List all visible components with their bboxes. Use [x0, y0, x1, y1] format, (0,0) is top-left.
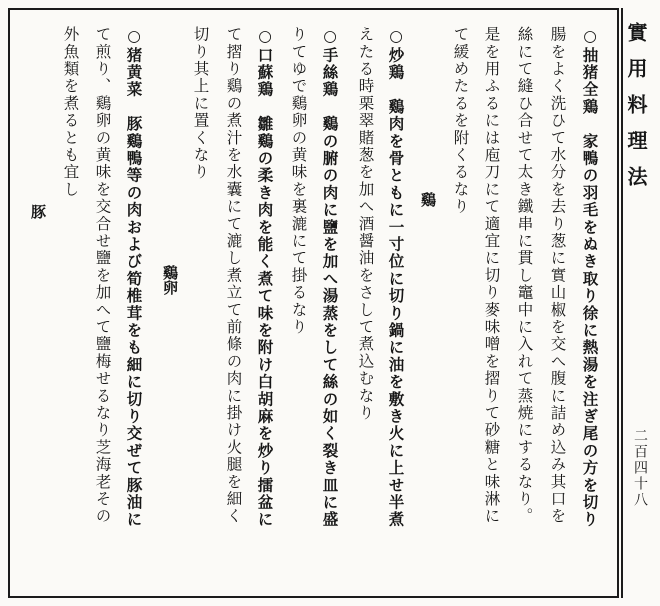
- text-column: 絲にて縫ひ合せて太き鐵串に貫し竈中に入れて蒸焼にするなり。: [515, 26, 534, 525]
- page-number: 二百四十八: [632, 428, 648, 508]
- text-column: 腸をよく洗ひて水分を去り葱に實山椒を交へ腹に詰め込み其口を: [548, 26, 567, 525]
- running-title: 實用料理法: [624, 22, 648, 202]
- text-column: ○猪黄菜 豚鷄鴨等の肉および筍椎茸をも細に切り交ぜて豚油に: [124, 26, 144, 529]
- text-column: ○炒鶏 鷄肉を骨ともに一寸位に切り鍋に油を敷き火に上せ半煮: [386, 26, 406, 529]
- text-column: て緩めたるを附くるなり: [451, 26, 470, 216]
- text-column: ○口蘇鶏 雛鷄の柔き肉を能く煮て味を附け白胡麻を炒り擂盆に: [255, 26, 275, 529]
- text-column: て煎り、鷄卵の黄味を交合せ鹽を加へて鹽梅せるなり芝海老その: [93, 26, 112, 525]
- text-column: 切り其上に置くなり: [191, 26, 210, 181]
- section-heading: 豚: [29, 204, 47, 219]
- text-column: ○手絲鶏 鷄の腑の肉に鹽を加へ湯蒸をして絲の如く裂き皿に盛: [320, 26, 340, 529]
- text-column: 外魚類を煮るとも宜し: [61, 26, 80, 198]
- text-column: ○抽猪全鶏 家鴨の羽毛をぬき取り徐に熱湯を注ぎ尾の方を切り: [580, 26, 600, 529]
- section-heading: 鷄卵: [161, 265, 179, 295]
- text-column: えたる時栗翠賭葱を加へ酒醤油をさして煮込むなり: [356, 26, 375, 422]
- section-heading: 鷄: [419, 192, 437, 207]
- text-column: りてゆで鷄卵の黄味を裏漉にて掛るなり: [289, 26, 308, 336]
- text-column: て摺り鷄の煮汁を水囊にて漉し煮立て前條の肉に掛け火腿を細く: [224, 26, 243, 525]
- text-column: 是を用ふるには庖刀にて適宜に切り麥味噌を摺りて砂糖と味淋に: [482, 26, 501, 525]
